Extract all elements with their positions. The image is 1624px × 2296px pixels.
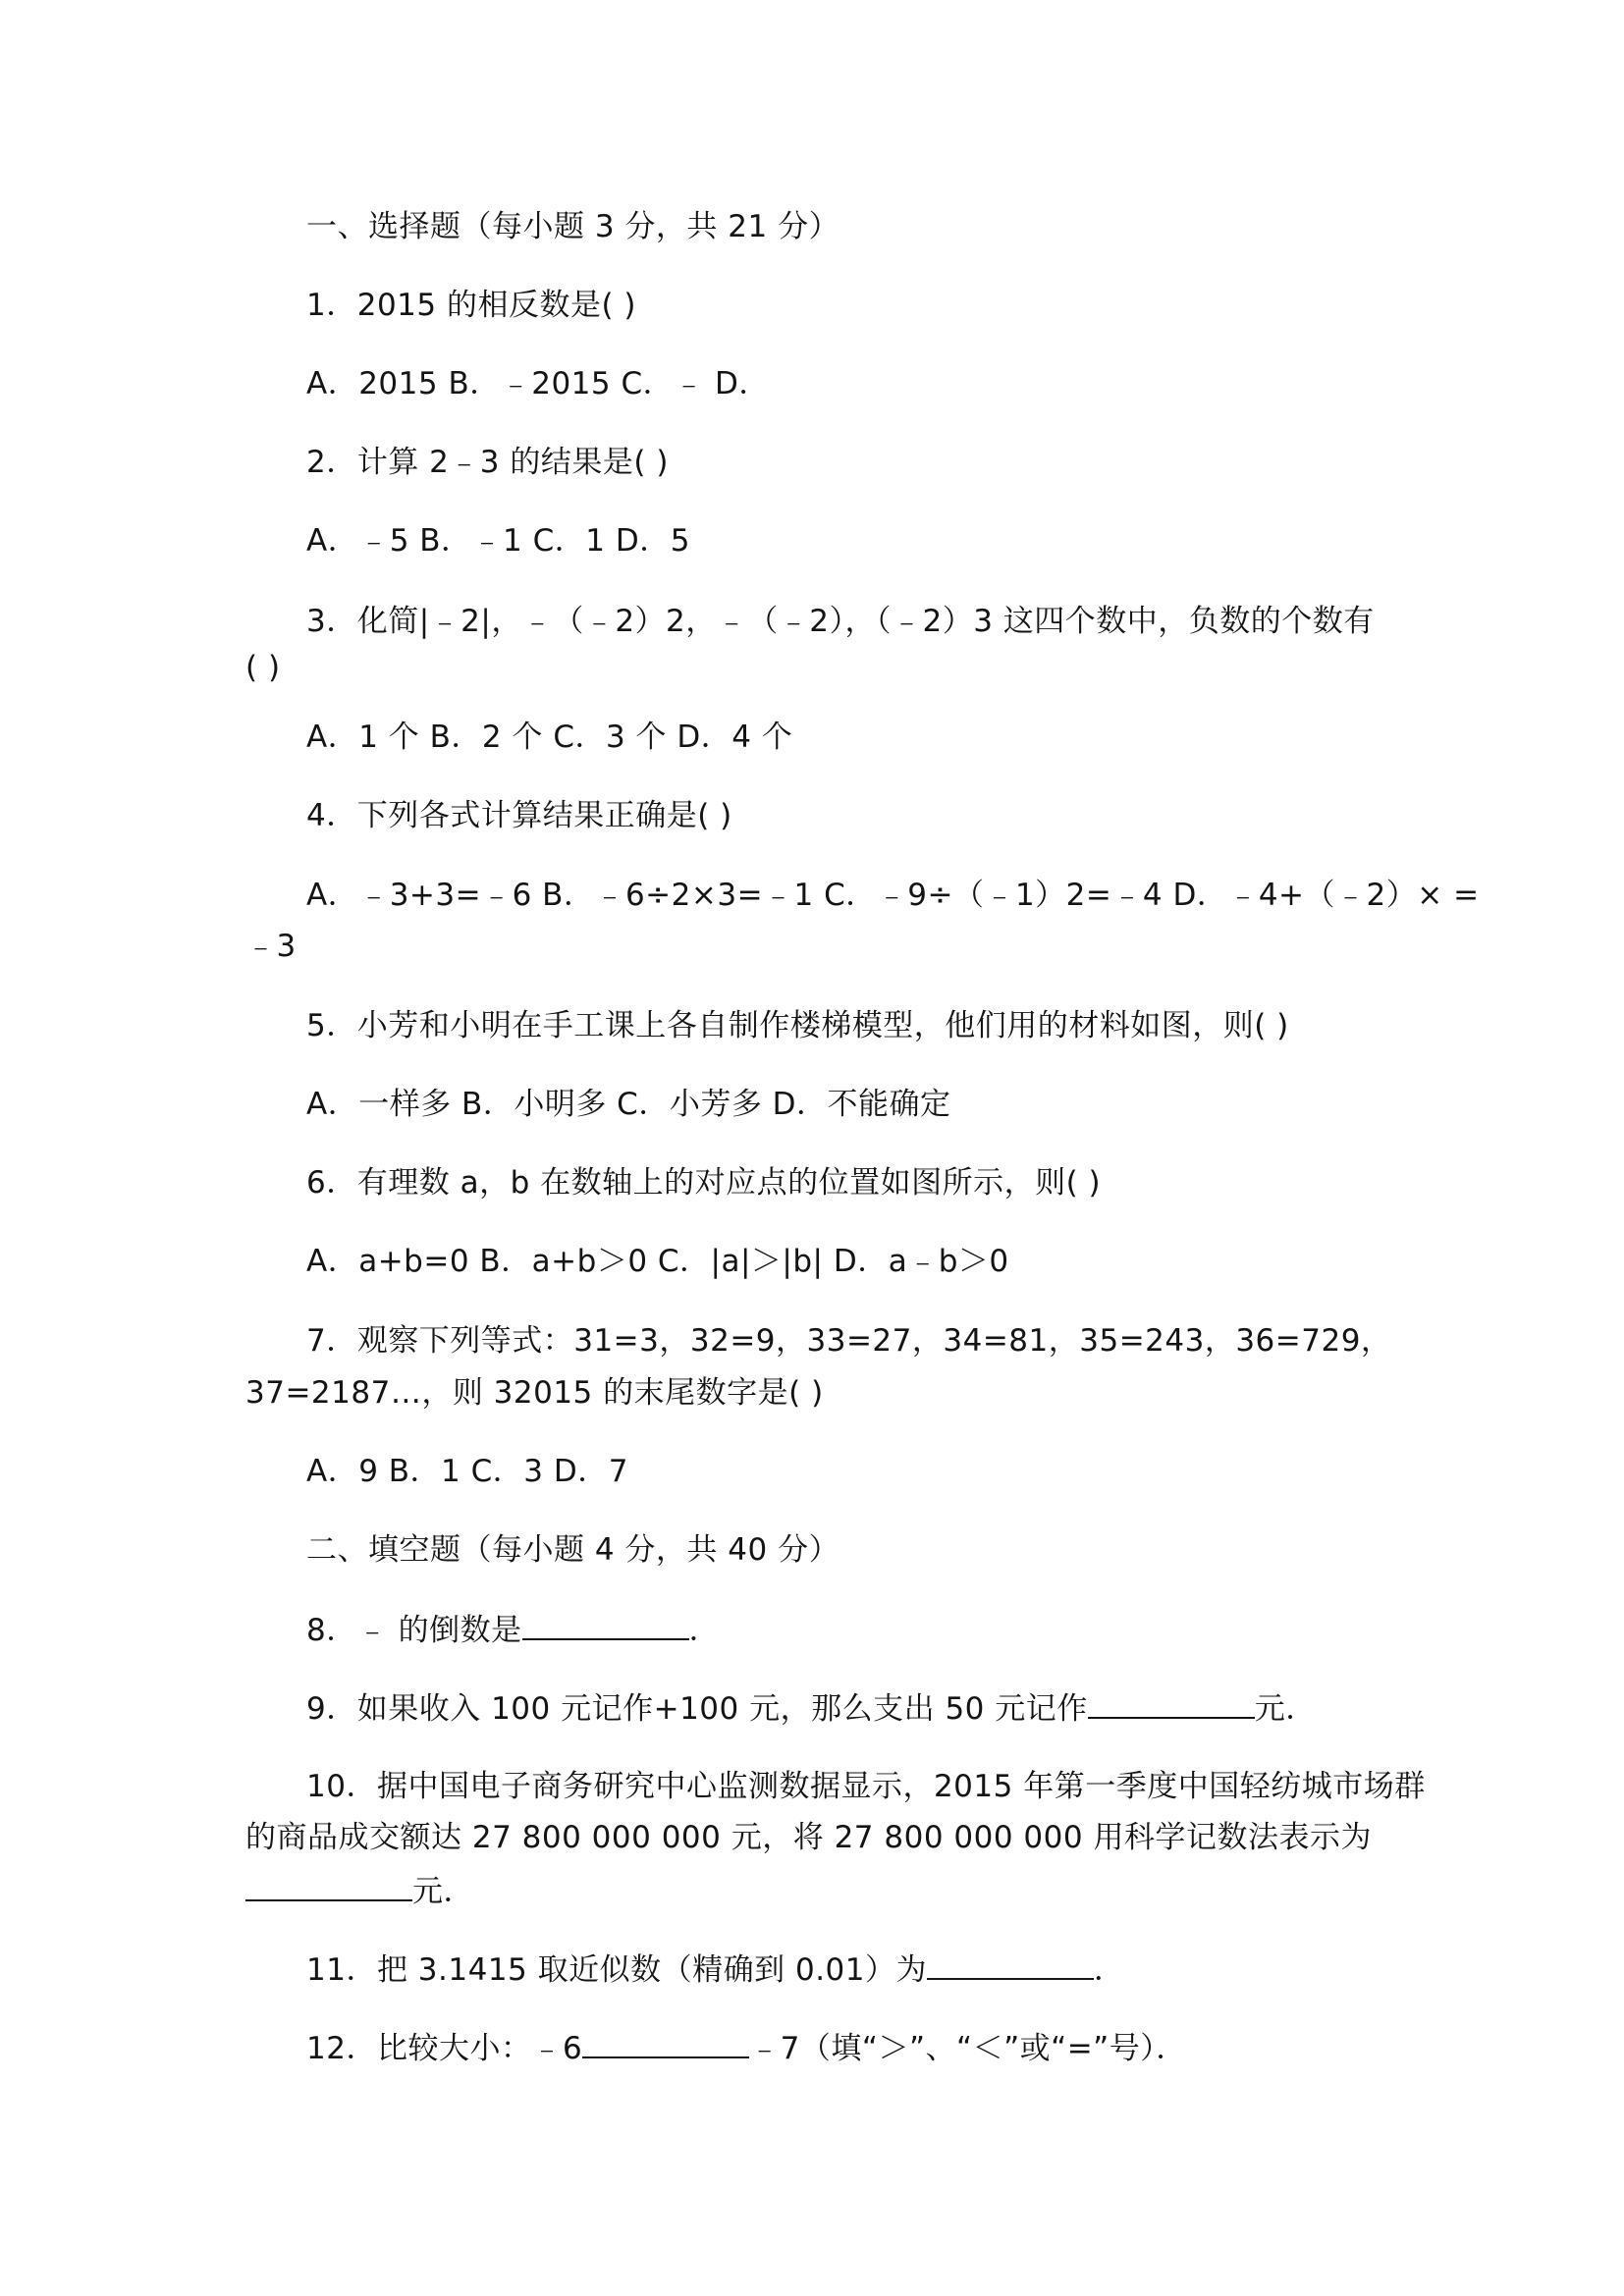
question-10-line-2: 的商品成交额达 27 800 000 000 元，将 27 800 000 000 用科学记数法表示为 — [245, 1820, 1372, 1855]
answer-blank — [582, 2027, 749, 2058]
question-9 — [306, 1687, 1317, 1729]
question-7-line-2: 37=2187…，则 32015 的末尾数字是( ) — [245, 1375, 824, 1411]
question-5-options: A．一样多 B．小明多 C．小芳多 D．不能确定 — [306, 1087, 951, 1122]
question-4: 4．下列各式计算结果正确是( ) — [306, 798, 732, 833]
question-6: 6．有理数 a，b 在数轴上的对应点的位置如图所示，则( ) — [306, 1165, 1102, 1201]
question-2-options: A．﹣5 B．﹣1 C．1 D．5 — [306, 523, 690, 559]
section-header-choice: 一、选择题（每小题 3 分，共 21 分） — [306, 209, 840, 244]
answer-blank — [522, 1609, 689, 1640]
answer-blank — [927, 1949, 1094, 1980]
question-10-line-3 — [245, 1870, 474, 1911]
section-header-fill: 二、填空题（每小题 4 分，共 40 分） — [306, 1532, 840, 1568]
question-2: 2．计算 2﹣3 的结果是( ) — [306, 445, 669, 480]
question-5: 5．小芳和小明在手工课上各自制作楼梯模型，他们用的材料如图，则( ) — [306, 1008, 1289, 1043]
question-12 — [306, 2027, 1187, 2068]
question-10-end: 元． — [412, 1874, 474, 1909]
question-8-end: ． — [688, 1613, 721, 1648]
question-7-line-1: 7．观察下列等式：31=3，32=9，33=27，34=81，35=243，36=729， — [306, 1323, 1392, 1359]
question-11-end: ． — [1094, 1952, 1125, 1988]
question-1-options: A．2015 B．﹣2015 C．﹣ D． — [306, 366, 770, 401]
question-10-line-1: 10．据中国电子商务研究中心监测数据显示，2015 年第一季度中国轻纺城市场群 — [306, 1769, 1426, 1804]
question-11-text: 11．把 3.1415 取近似数（精确到 0.01）为 — [306, 1952, 928, 1988]
question-4-options-line-2: ﹣3 — [245, 929, 297, 964]
answer-blank — [1088, 1687, 1255, 1719]
question-9-end: 元． — [1254, 1691, 1317, 1727]
question-6-options: A．a+b=0 B．a+b＞0 C．|a|＞|b| D．a﹣b＞0 — [306, 1244, 1009, 1279]
question-3-line-1: 3．化简|﹣2|，﹣（﹣2）2，﹣（﹣2），（﹣2）3 这四个数中，负数的个数有 — [306, 604, 1375, 639]
answer-blank — [245, 1870, 412, 1901]
question-11 — [306, 1949, 1125, 1990]
question-3-options: A．1 个 B．2 个 C．3 个 D．4 个 — [306, 720, 793, 755]
question-12-end: ﹣7（填“＞”、“＜”或“=”号）． — [749, 2031, 1187, 2066]
question-1: 1．2015 的相反数是( ) — [306, 288, 637, 323]
question-3-line-2: ( ) — [245, 650, 281, 685]
question-7-options: A．9 B．1 C．3 D．7 — [306, 1454, 628, 1489]
question-8 — [306, 1609, 720, 1650]
question-9-text: 9．如果收入 100 元记作+100 元，那么支出 50 元记作 — [306, 1691, 1088, 1727]
question-8-text: 8．﹣ 的倒数是 — [306, 1613, 522, 1648]
question-12-text: 12．比较大小：﹣6 — [306, 2031, 583, 2066]
question-4-options-line-1: A．﹣3+3=﹣6 B．﹣6÷2×3=﹣1 C．﹣9÷（﹣1）2=﹣4 D．﹣4+（﹣2）× = — [306, 878, 1480, 913]
